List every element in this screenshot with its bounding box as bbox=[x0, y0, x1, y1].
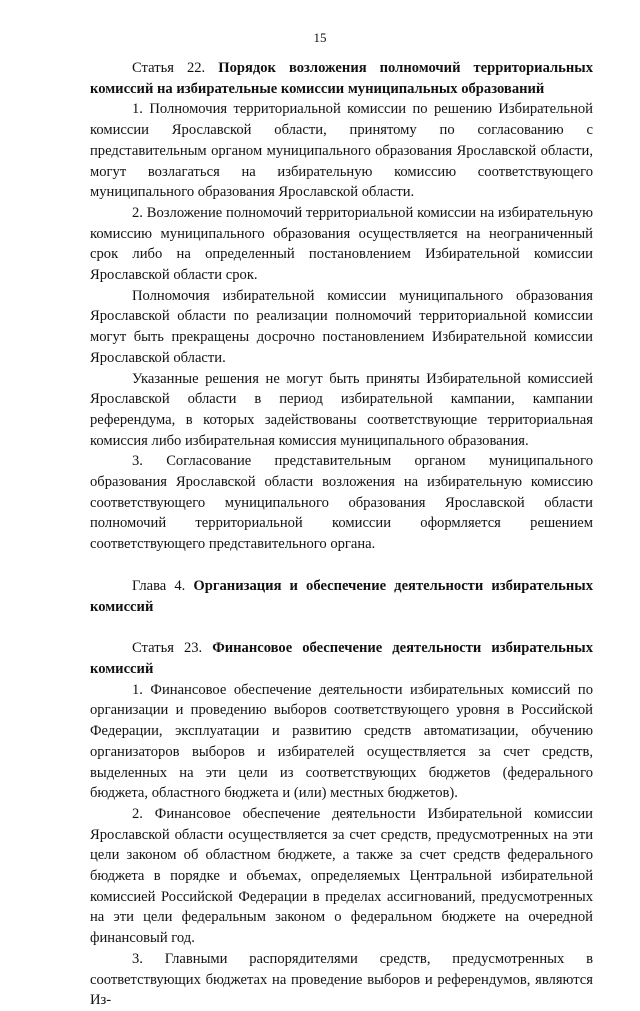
section-spacer bbox=[90, 555, 593, 576]
article-22-paragraph-5: 3. Согласование представительным органом муниципального образования Ярославской области возложения на избирательную комиссию соответствующего муниципального образования Ярославской области полномочий территориальной комиссии оформляется решением соответствующего представительного органа. bbox=[90, 453, 593, 553]
article-22-prefix: Статья 22. bbox=[132, 60, 219, 76]
article-23-paragraph-2: 2. Финансовое обеспечение деятельности Избирательной комиссии Ярославской области осуществляется за счет средств, предусмотренных на эти цели законом об областном бюджете, а также за счет средств федерального бюджета в порядке и объемах, определяемых Центральной избирательной комиссией Российской Федерации в пределах ассигнований, предусмотренных на эти цели федеральным законом о федеральном бюджете на очередной финансовый год. bbox=[90, 805, 593, 947]
article-22-paragraph-4: Указанные решения не могут быть приняты Избирательной комиссией Ярославской области в период избирательной кампании, кампании референдума, в которых задействованы соответствующие территориальная комиссия либо избирательная комиссия муниципального образования. bbox=[90, 370, 593, 449]
article-22-paragraph-2: 2. Возложение полномочий территориальной комиссии на избирательную комиссию муниципального образования осуществляется на неограниченный срок либо на определенный постановлением Избирательной комиссии Ярославской области срок. bbox=[90, 204, 593, 284]
article-23-heading bbox=[90, 638, 593, 679]
article-23-title: Финансовое обеспечение деятельности избирательных комиссий bbox=[90, 640, 593, 677]
page-number: 15 bbox=[313, 30, 327, 45]
section-spacer bbox=[90, 617, 593, 638]
article-23-paragraph-3: 3. Главными распорядителями средств, предусмотренных в соответствующих бюджетах на проведение выборов и референдумов, являются Из- bbox=[90, 950, 593, 1009]
chapter-4-heading bbox=[90, 576, 593, 617]
article-22-paragraph-3: Полномочия избирательной комиссии муниципального образования Ярославской области по реализации полномочий территориальной комиссии могут быть прекращены досрочно постановлением Избирательной комиссии Ярославской области. bbox=[90, 287, 593, 366]
article-22-paragraph-1: 1. Полномочия территориальной комиссии по решению Избирательной комиссии Ярославской области, принятому по согласованию с представительным органом муниципального образования Ярославской области, могут возлагаться на избирательную комиссию соответствующего муниципального образования Ярославской области. bbox=[90, 101, 593, 201]
chapter-4-title: Организация и обеспечение деятельности избирательных комиссий bbox=[90, 577, 593, 615]
article-23-paragraph-1: 1. Финансовое обеспечение деятельности избирательных комиссий по организации и проведению выборов соответствующего уровня в Российской Федерации, эксплуатации и развитию средств автоматизации, обучению организаторов выборов и избирателей осуществляется за счет средств, выделенных на эти цели из соответствующих бюджетов (федерального бюджета, областного бюджета и (или) местных бюджетов). bbox=[90, 681, 593, 802]
article-22-title: Порядок возложения полномочий территориальных комиссий на избирательные комиссии муниципальных образований bbox=[90, 60, 593, 97]
chapter-4-prefix: Глава 4. bbox=[132, 577, 194, 594]
article-23-prefix: Статья 23. bbox=[132, 640, 213, 657]
document-body bbox=[90, 58, 593, 1011]
article-22-heading bbox=[90, 58, 593, 99]
